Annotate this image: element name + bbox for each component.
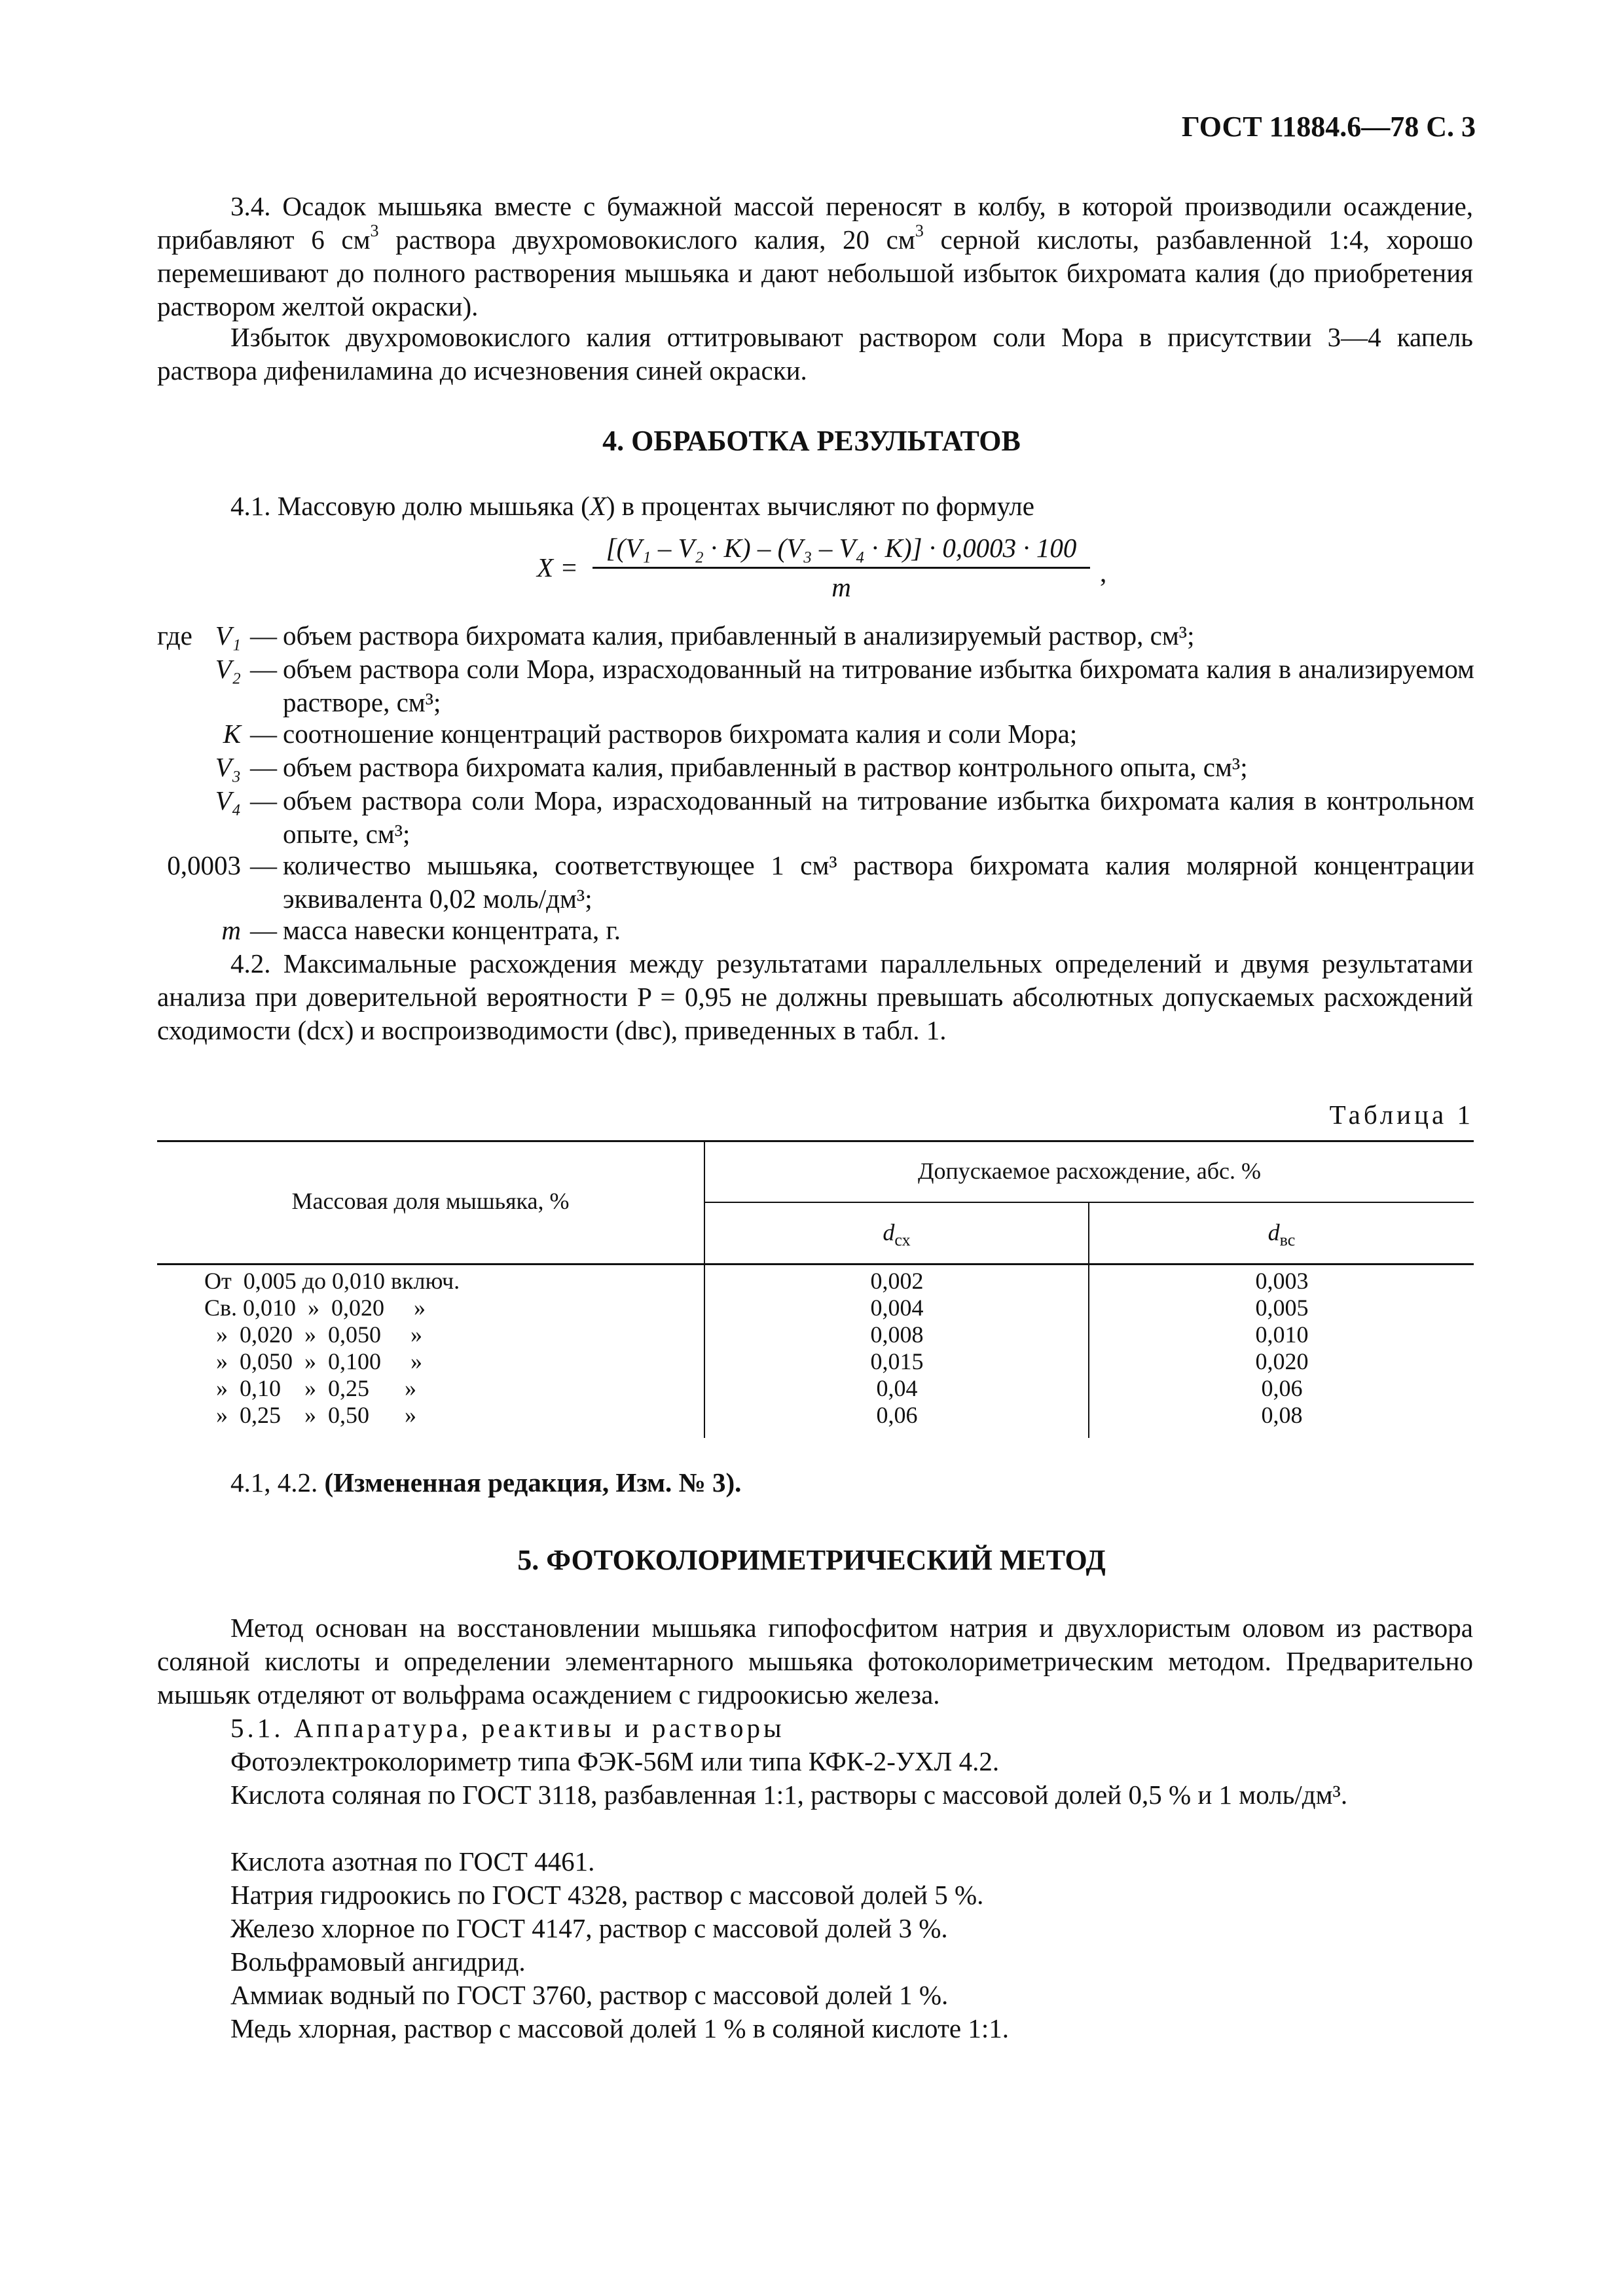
cell-range: Св. 0,010 » 0,020 » — [204, 1295, 426, 1321]
legend-text: масса навески концентрата, г. — [283, 915, 621, 945]
legend-symbol: m — [221, 915, 241, 945]
list-item: Аммиак водный по ГОСТ 3760, раствор с массовой долей 1 %. — [230, 1980, 949, 2010]
list-item: Вольфрамовый ангидрид. — [230, 1946, 526, 1977]
cell-range: » 0,25 » 0,50 » — [204, 1402, 416, 1428]
legend-symbol: V₃ — [215, 752, 241, 782]
cell-dvs: 0,003 — [1255, 1268, 1309, 1294]
legend-text: объем раствора соли Мора, израсходованный на титрование избытка бихромата калия в анализируемом растворе, см³; — [283, 654, 1474, 717]
cell-dvs: 0,06 — [1261, 1375, 1303, 1401]
cell-range: От 0,005 до 0,010 включ. — [204, 1268, 460, 1294]
list-item: Натрия гидроокись по ГОСТ 4328, раствор с массовой долей 5 %. — [230, 1880, 984, 1910]
legend-dash: — — [250, 620, 277, 651]
table-vertical-rule — [704, 1140, 705, 1438]
list-item: Фотоэлектроколориметр типа ФЭК-56М или типа КФК-2-УХЛ 4.2. — [230, 1746, 1000, 1776]
legend-symbol: V₂ — [215, 654, 241, 684]
list-item: Кислота азотная по ГОСТ 4461. — [230, 1846, 595, 1876]
column-group-header: Допускаемое расхождение, абс. % — [917, 1158, 1262, 1184]
legend-dash: — — [250, 752, 277, 782]
table-header-rule — [157, 1263, 1474, 1265]
column-header-mass: Массовая доля мышьяка, % — [291, 1188, 570, 1214]
table-caption: Таблица 1 — [1329, 1100, 1474, 1130]
paragraph-4-1: 4.1. Массовую долю мышьяка (X) в процентах вычисляют по формуле — [230, 491, 1034, 521]
paragraph-3-4-excess: Избыток двухромовокислого калия оттитровывают раствором соли Мора в присутствии 3—4 капель раствора дифениламина до исчезновения синей окраски. — [157, 322, 1473, 386]
paragraph-3-4: 3.4. Осадок мышьяка вместе с бумажной массой переносят в колбу, в которой производили осаждение, прибавляют 6 $см^3$ раствора двухромовокислого калия, 20 $см^3$ серной кислоты, разбавленной 1:4, хорошо перемешивают до полного растворения мышьяка и дают небольшой избыток бихромата калия (до приобретения раствором желтой окраски). — [157, 191, 1473, 321]
amendment-note: 4.1, 4.2. (Измененная редакция, Изм. № 3). — [230, 1467, 742, 1498]
legend-text: объем раствора бихромата калия, прибавленный в раствор контрольного опыта, см³; — [283, 752, 1248, 782]
legend-symbol: V₁ — [215, 620, 241, 651]
table-top-rule — [157, 1140, 1474, 1142]
legend-symbol: 0,0003 — [167, 850, 241, 880]
section-4-title: 4. ОБРАБОТКА РЕЗУЛЬТАТОВ — [602, 425, 1021, 457]
legend-text: объем раствора бихромата калия, прибавленный в анализируемый раствор, см³; — [283, 620, 1195, 651]
fraction-bar — [593, 567, 1090, 569]
legend-text: количество мышьяка, соответствующее 1 см³ раствора бихромата калия молярной концентрации эквивалента 0,02 моль/дм³; — [283, 850, 1474, 914]
paragraph-5-intro: Метод основан на восстановлении мышьяка гипофосфитом натрия и двухлористым оловом из раствора соляной кислоты и определении элементарного мышьяка фотоколориметрическим методом. Предварительно мышьяк отделяют от вольфрама осаждением с гидроокисью железа. — [157, 1613, 1473, 1710]
section-5-title: 5. ФОТОКОЛОРИМЕТРИЧЕСКИЙ МЕТОД — [517, 1544, 1106, 1576]
list-item: Медь хлорная, раствор с массовой долей 1 % в соляной кислоте 1:1. — [230, 2013, 1009, 2043]
page-header: ГОСТ 11884.6—78 С. 3 — [1181, 111, 1476, 143]
formula-lhs: X = — [537, 552, 578, 583]
legend-dash: — — [250, 915, 277, 945]
column-header-dvs: $d_{вс}$ — [1267, 1219, 1296, 1250]
cell-dsx: 0,008 — [870, 1321, 924, 1348]
cell-dsx: 0,06 — [876, 1402, 918, 1428]
legend-text: соотношение концентраций растворов бихромата калия и соли Мора; — [283, 719, 1078, 749]
paragraph-4-2: 4.2. Максимальные расхождения между результатами параллельных определений и двумя результатами анализа при доверительной вероятности P = 0,95 не должны превышать абсолютных допускаемых расхождений сходимости (dсх) и воспроизводимости (dвс), приведенных в табл. 1. — [157, 948, 1473, 1045]
legend-text: объем раствора соли Мора, израсходованный на титрование избытка бихромата калия в контрольном опыте, см³; — [283, 785, 1474, 849]
cell-dsx: 0,004 — [870, 1295, 924, 1321]
formula-comma: , — [1100, 558, 1107, 588]
cell-dvs: 0,010 — [1255, 1321, 1309, 1348]
cell-dvs: 0,020 — [1255, 1348, 1309, 1374]
legend-dash: — — [250, 654, 277, 684]
list-item: Кислота соляная по ГОСТ 3118, разбавленная 1:1, растворы с массовой долей 0,5 % и 1 моль/дм³. — [230, 1780, 1348, 1810]
legend-symbol: K — [223, 719, 241, 749]
cell-range: » 0,050 » 0,100 » — [204, 1348, 422, 1374]
table-group-rule — [705, 1202, 1474, 1203]
legend-dash: — — [250, 785, 277, 816]
legend-dash: — — [250, 719, 277, 749]
cell-dvs: 0,005 — [1255, 1295, 1309, 1321]
subsection-5-1-title: 5.1. Аппаратура, реактивы и растворы — [230, 1713, 785, 1743]
cell-dsx: 0,015 — [870, 1348, 924, 1374]
column-header-dsx: $d_{сх}$ — [883, 1219, 911, 1250]
cell-range: » 0,10 » 0,25 » — [204, 1375, 416, 1401]
formula-denominator: m — [831, 572, 851, 602]
cell-dsx: 0,002 — [870, 1268, 924, 1294]
legend-where: где — [157, 620, 192, 651]
cell-range: » 0,020 » 0,050 » — [204, 1321, 422, 1348]
cell-dsx: 0,04 — [876, 1375, 918, 1401]
list-item: Железо хлорное по ГОСТ 4147, раствор с массовой долей 3 %. — [230, 1913, 948, 1943]
legend-dash: — — [250, 850, 277, 880]
formula-numerator: [(V₁ – V₂ · K) – (V₃ – V₄ · K)] · 0,0003 · 100 — [606, 533, 1077, 563]
cell-dvs: 0,08 — [1261, 1402, 1303, 1428]
legend-symbol: V₄ — [215, 785, 241, 816]
